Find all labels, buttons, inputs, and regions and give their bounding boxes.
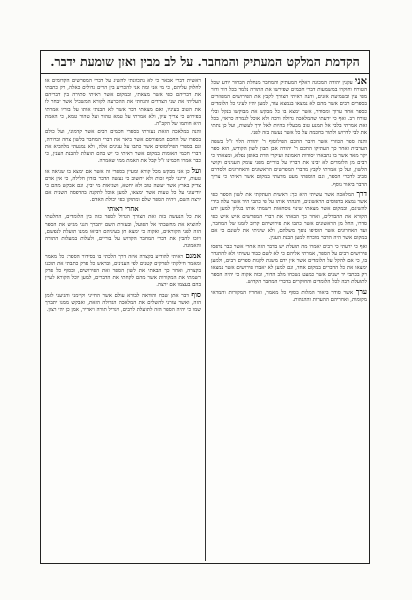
- column-divider: [205, 78, 206, 561]
- paragraph-lead-word: אמנם: [185, 250, 201, 260]
- paragraph-text: דבר אתן שבח והודאה לבורא עולם אשר החייני וקיימני והגיעני לזמן הזה, ואשר עזרני להשלים את המלאכה הגדולה הזאת, ואבקש ממנו יתברך שמו כי יהיה הספר הזה לתועלת לרבים, ויגדיל תורה ויאדיר, אמן כן יהי רצון.: [45, 292, 201, 314]
- paragraph: [45, 167, 201, 205]
- paragraph-text: והנה ספר הכוזרי אשר חיבר החכם הפילוסוף ר' יהודה הלוי ז"ל בשפה הערבית ואחר כך העתיקו החכם ר' יהודה אבן תבון לשון הקודש, הוא ספר יקר מאד אשר בו נתבארו יסודות האמונה ועיקרי הדת באופן נפלא, ומצאתי כי רבים מן הלומדים לא יבינו את דבריו על בוריים מפני עומק הענינים וקושי הלשון, ועל כן אמרתי לקבץ מדברי המפרשים הראשונים והאחרונים ולסדרם סביב לדברי הספר, וגם הוספתי מעט מדעתי במקום אשר ראיתי כי צריך הדבר ביאור נוסף.: [211, 138, 367, 188]
- paragraph-lead-word: אני: [354, 78, 367, 87]
- paragraph: [45, 206, 201, 250]
- paragraph-text: ואף כי ידעתי כי רבים יאמרו מה תועלת יש בדבר הזה אחרי אשר כבר נדפסו פירושים רבים על הספר, אמרתי אליהם כי לא לשם כבוד עשיתי ולא להתגדר בו, כי אם להקל על הלומדים אשר אין ידם משגת לקנות ספרים רבים, ולמען ימצאו את כל הדברים במקום אחד, וגם למען לא יאבדו פירושים אשר נמצאו רק בכתבי יד ישנים אשר כמעט נשכחו מלב הדור, ובזה אקוה כי יהיה הספר לתועלת רבה לכל הלומדים והחוקרים בדברי המחבר הקדוש.: [211, 243, 367, 286]
- paragraph: [211, 288, 367, 304]
- paragraph-text: ראשית דברי אבאר כי לא נתכוונתי להשיג על דברי המפרשים הקדומים או לחלוק עליהם, כי מי אני ומה אני להכריע בין הרים גדולים כאלה, רק כתבתי את דבריהם כפי אשר מצאתי, ובמקום אשר ראיתי סתירה בין דבריהם העליתי את שני הצדדים והנחתי את ההכרעה לקורא המשכיל אשר יבחר לו את הטוב בעיניו, ואם מצאתי דבר אשר לא הבנתי אותו על בוריו אמרתי בפירוש כי צריך עיון, ולא אמרתי על טמא טהור ועל טהור טמא, כי האמת היא חותמו של הקב"ה.: [45, 78, 201, 127]
- paragraph: [45, 291, 201, 314]
- paragraph: [211, 190, 367, 242]
- two-column-body: [45, 78, 367, 561]
- paragraph-lead-word: סוף: [191, 289, 201, 299]
- paragraph-text: עקנין יהודה המכונה ראלף המעתיק והמחבר מנחלת הבחור יודע שכל הטורח וחוקרו במשמעות דברי חכמים שפירשו את התורה נלמד בכל דור ודור מפי עין ובשמיעת אזנים, והנה ראיתי הצורך לקבץ את הפירושים המפוזרים בספרים רבים אשר מהם לא נמצאו בנמצא עוד, למען יהיו לעיני כל הלומדים כספר אחד ערוך ומסודר, אשר ימצא בו כל מבקש את מבוקשו בנקל ובלי טורח רב. ואף כי ידעתי שהמלאכה גדולה ורבה ולא אוכל לגמרה כראוי, בכל זאת אמרתי בלבי אל תמנע טוב מבעליו בהיות לאל ידך לעשות, ועל כן נתתי את לבי לדרוש ולתור בחכמה על כל אשר נעשה בזה לפני.: [211, 80, 367, 137]
- left-column: [45, 78, 201, 561]
- paragraph: [45, 252, 201, 290]
- paragraph: [45, 78, 201, 128]
- paragraph: [211, 139, 367, 189]
- paragraph-lead-word: דרך: [356, 189, 367, 199]
- paragraph-text: והנה במלאכה הזאת נעזרתי בספרי חכמים רבים אשר קדמוני, ועל כולם בספרו של החכם המפורסם אשר ביאר את דברי המחבר בלשון צחה וברורה, וגם בספרי הפילוסופים אשר כתבו על ענינים אלה, ולא נמנעתי מלהביא את דברי חכמי האומות במקום אשר ראיתי כי יש בהם תועלת להבנת הענין, כי כבר אמרו חכמינו ז"ל קבל את האמת ממי שאמרה.: [45, 129, 201, 165]
- paragraph: [211, 244, 367, 287]
- paragraph: [211, 78, 367, 137]
- text-frame: [40, 50, 370, 564]
- paragraph-text: כן אני מבקש מכל קורא ומעיין בספרי זה אשר אם ימצא בו שגיאה או טעות, ידינני לכף זכות ולא יחשוב כי נעשה הדבר בזדון חלילה, כי אין אדם צדיק בארץ אשר יעשה טוב ולא יחטא, ושגיאות מי יבין. וגם אבקש מהם כי יודיעוני על כל טעות אשר ימצאו, למען אוכל לתקנה בהדפסה השנית אם ירצה השם, ויהיה הספר שלם ומתוקן כפי יכולת האדם.: [45, 168, 201, 204]
- section-subheading: אחרי ראותי: [107, 204, 139, 213]
- paragraph-text: המלאכה אשר עשיתי היא כך: ראשית העתקתי את לשון הספר כפי אשר נמצא בדפוסים הראשונים, והגהתי אותו על פי כתבי היד אשר עלה בידי להשיגם, ובמקום אשר מצאתי שינוי נוסחאות רשמתי אותו בגליון למען ידע הקורא את ההבדלים, ואחר כך הבאתי את דברי המפרשים איש איש כפי סדרו, החל מן הראשונים אשר כתבו את פירושיהם קרוב לזמנו של המחבר, ועד האחרונים אשר הוסיפו נופך משלהם, ולא שיניתי את לשונם כי אם במקום אשר היה הדבר מוכרח למען הבנת הענין.: [211, 192, 367, 242]
- paragraph-text: ראיתי להודיע בקצרה איזה דרך הלכתי בו בסידור הספר: כל מאמר ומאמר חילקתי לפרקים קטנים לפי הענינים, ובראש כל פרק כתבתי את תוכנו בקצרה, ואחר כך הבאתי את לשון הספר ואת הפירושים, ובסוף כל פרק רשמתי את המקורות אשר מהם לקחתי את הדברים, למען יוכל הקורא לעיין בהם בעצמו אם ירצה.: [45, 253, 201, 289]
- paragraph-text: אשר סודר ביאור המלות בסוף כל מאמר, ואחריו המקורות והמראי מקומות, ואחריהם ההערות וההגהות.: [211, 289, 367, 304]
- paragraph: [45, 129, 201, 165]
- paragraph-lead-word: ערך: [355, 286, 367, 296]
- page-title: הקדמת המלקט המעתיק והמחבר. על לב מבין ואזן שומעת ידבר.: [41, 51, 369, 74]
- right-column: [211, 78, 367, 561]
- paragraph-lead-word: ועל: [191, 165, 201, 175]
- paragraph-text: את כל הנעשה בזה ואת הצורך הגדול לספר כזה בין הלומדים, החלטתי להוציא את מחשבתי אל הפועל, ובעזרת השם יתברך הנני מגיש את הספר הזה לפני הקוראים, ואקוה כי ימצא חן בעיניהם ויביאו ממנו תועלת לנפשם, ויזכו להבין את דברי המחבר הקדוש על בוריים, ולעלות במעלות התורה והאמונה.: [45, 214, 201, 249]
